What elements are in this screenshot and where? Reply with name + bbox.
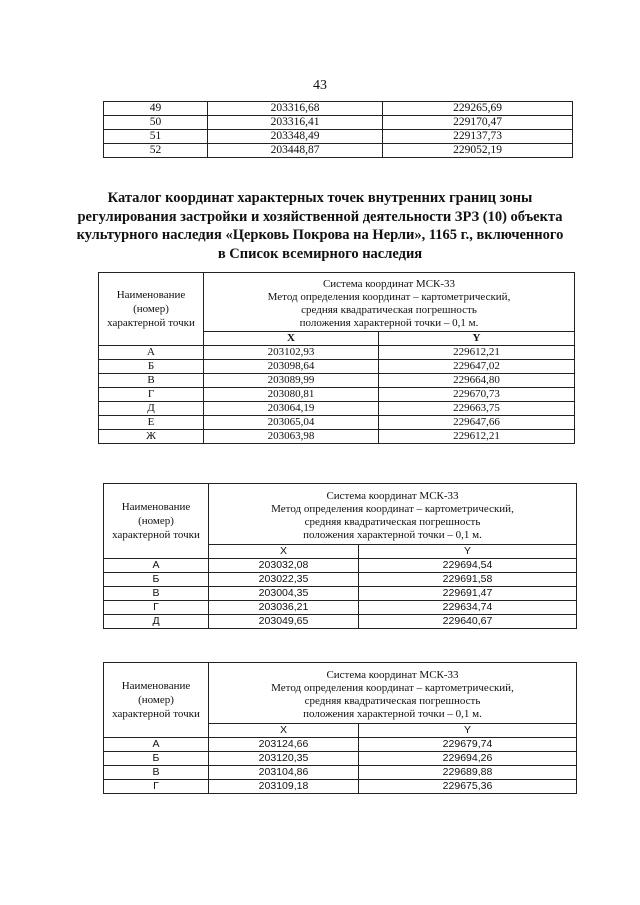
header-text: Метод определения координат – картометрический, <box>271 502 514 515</box>
x-coordinate-cell: 203065,04 <box>204 416 379 430</box>
table-row <box>104 116 573 130</box>
y-coordinate-cell: 229612,21 <box>379 430 575 444</box>
x-column-header: X <box>204 332 379 346</box>
table-row <box>104 130 573 144</box>
point-name-cell: 50 <box>104 116 208 130</box>
point-name-cell: В <box>104 766 209 780</box>
x-coordinate-cell: 203089,99 <box>204 374 379 388</box>
table-row <box>104 766 577 780</box>
y-coordinate-cell: 229612,21 <box>379 346 575 360</box>
y-coordinate-cell: 229691,47 <box>359 587 577 601</box>
header-text: Система координат МСК-33 <box>326 489 459 502</box>
x-coordinate-cell: 203080,81 <box>204 388 379 402</box>
x-column-header: X <box>209 545 359 559</box>
point-name-cell: Г <box>104 780 209 794</box>
y-coordinate-cell: 229675,36 <box>359 780 577 794</box>
table-row <box>104 601 577 615</box>
table-row <box>99 346 575 360</box>
y-coordinate-cell: 229265,69 <box>383 102 573 116</box>
header-text: характерной точки <box>112 708 200 720</box>
y-column-header: Y <box>359 545 577 559</box>
y-coordinate-cell: 229691,58 <box>359 573 577 587</box>
header-text: средняя квадратическая погрешность <box>304 694 481 707</box>
table-row <box>104 738 577 752</box>
table-row <box>99 360 575 374</box>
point-name-cell: Б <box>104 573 209 587</box>
point-name-cell: Б <box>99 360 204 374</box>
x-coordinate-cell: 203064,19 <box>204 402 379 416</box>
x-coordinate-cell: 203104,86 <box>209 766 359 780</box>
x-coordinate-cell: 203102,93 <box>204 346 379 360</box>
heading-line: регулирования застройки и хозяйственной деятельности ЗРЗ (10) объекта <box>77 208 563 225</box>
x-coordinate-cell: 203109,18 <box>209 780 359 794</box>
table-row <box>99 416 575 430</box>
header-text: Система координат МСК-33 <box>322 277 456 290</box>
y-coordinate-cell: 229694,26 <box>359 752 577 766</box>
header-text: Метод определения координат – картометрический, <box>267 290 511 303</box>
header-text: положения характерной точки – 0,1 м. <box>303 528 482 541</box>
header-text: средняя квадратическая погрешность <box>304 515 481 528</box>
y-coordinate-cell: 229137,73 <box>383 130 573 144</box>
point-name-cell: В <box>104 587 209 601</box>
x-coordinate-cell: 203004,35 <box>209 587 359 601</box>
coordinate-system-header <box>209 484 577 545</box>
point-name-cell: Д <box>104 615 209 629</box>
x-coordinate-cell: 203063,98 <box>204 430 379 444</box>
y-coordinate-cell: 229170,47 <box>383 116 573 130</box>
header-text: положения характерной точки – 0,1 м. <box>299 316 479 329</box>
x-coordinate-cell: 203316,68 <box>208 102 383 116</box>
table-row <box>99 374 575 388</box>
point-name-cell: 51 <box>104 130 208 144</box>
y-coordinate-cell: 229640,67 <box>359 615 577 629</box>
header-text: положения характерной точки – 0,1 м. <box>303 707 482 720</box>
x-coordinate-cell: 203448,87 <box>208 144 383 158</box>
point-name-cell: 52 <box>104 144 208 158</box>
page-number: 43 <box>313 78 327 93</box>
y-column-header: Y <box>359 724 577 738</box>
point-name-cell: Е <box>99 416 204 430</box>
x-coordinate-cell: 203036,21 <box>209 601 359 615</box>
y-coordinate-cell: 229663,75 <box>379 402 575 416</box>
point-name-cell: А <box>104 559 209 573</box>
header-text: (номер) <box>133 303 169 315</box>
coordinates-table-3 <box>103 662 577 794</box>
continuation-table <box>103 101 573 158</box>
y-coordinate-cell: 229052,19 <box>383 144 573 158</box>
y-coordinate-cell: 229664,80 <box>379 374 575 388</box>
point-name-cell: В <box>99 374 204 388</box>
x-coordinate-cell: 203022,35 <box>209 573 359 587</box>
point-name-cell: 49 <box>104 102 208 116</box>
table-row <box>104 559 577 573</box>
x-coordinate-cell: 203120,35 <box>209 752 359 766</box>
table-row <box>104 573 577 587</box>
table-row <box>104 780 577 794</box>
y-coordinate-cell: 229670,73 <box>379 388 575 402</box>
x-coordinate-cell: 203098,64 <box>204 360 379 374</box>
catalog-heading <box>60 189 580 263</box>
coordinates-table-2 <box>103 483 577 629</box>
y-column-header: Y <box>379 332 575 346</box>
x-coordinate-cell: 203124,66 <box>209 738 359 752</box>
y-coordinate-cell: 229689,88 <box>359 766 577 780</box>
x-coordinate-cell: 203348,49 <box>208 130 383 144</box>
table-row <box>104 102 573 116</box>
point-name-header <box>99 273 204 346</box>
heading-line: культурного наследия «Церковь Покрова на Нерли», 1165 г., включенного <box>76 227 564 243</box>
header-text: Наименование <box>121 680 191 692</box>
point-name-cell: Ж <box>99 430 204 444</box>
header-text: характерной точки <box>107 317 195 329</box>
point-name-cell: Д <box>99 402 204 416</box>
point-name-cell: Г <box>99 388 204 402</box>
point-name-header <box>104 484 209 559</box>
point-name-cell: Б <box>104 752 209 766</box>
x-column-header: X <box>209 724 359 738</box>
table-row <box>99 430 575 444</box>
x-coordinate-cell: 203049,65 <box>209 615 359 629</box>
coordinate-system-header <box>209 663 577 724</box>
header-text: характерной точки <box>112 529 200 541</box>
header-text: (номер) <box>138 694 174 706</box>
y-coordinate-cell: 229647,02 <box>379 360 575 374</box>
table-row <box>104 587 577 601</box>
y-coordinate-cell: 229647,66 <box>379 416 575 430</box>
y-coordinate-cell: 229679,74 <box>359 738 577 752</box>
coordinate-system-header <box>204 273 575 332</box>
header-text: (номер) <box>138 515 174 527</box>
heading-line: в Список всемирного наследия <box>217 245 423 262</box>
x-coordinate-cell: 203032,08 <box>209 559 359 573</box>
header-text: Наименование <box>121 501 191 513</box>
point-name-cell: Г <box>104 601 209 615</box>
y-coordinate-cell: 229634,74 <box>359 601 577 615</box>
header-text: средняя квадратическая погрешность <box>301 303 477 316</box>
table-row <box>99 402 575 416</box>
point-name-cell: А <box>104 738 209 752</box>
table-row <box>99 388 575 402</box>
table-row <box>104 144 573 158</box>
point-name-header <box>104 663 209 738</box>
header-text: Наименование <box>116 289 186 301</box>
coordinates-table-1 <box>98 272 575 444</box>
header-text: Система координат МСК-33 <box>326 668 459 681</box>
header-text: Метод определения координат – картометрический, <box>271 681 514 694</box>
y-coordinate-cell: 229694,54 <box>359 559 577 573</box>
point-name-cell: А <box>99 346 204 360</box>
x-coordinate-cell: 203316,41 <box>208 116 383 130</box>
table-row <box>104 615 577 629</box>
table-row <box>104 752 577 766</box>
heading-line: Каталог координат характерных точек внутренних границ зоны <box>107 190 533 206</box>
